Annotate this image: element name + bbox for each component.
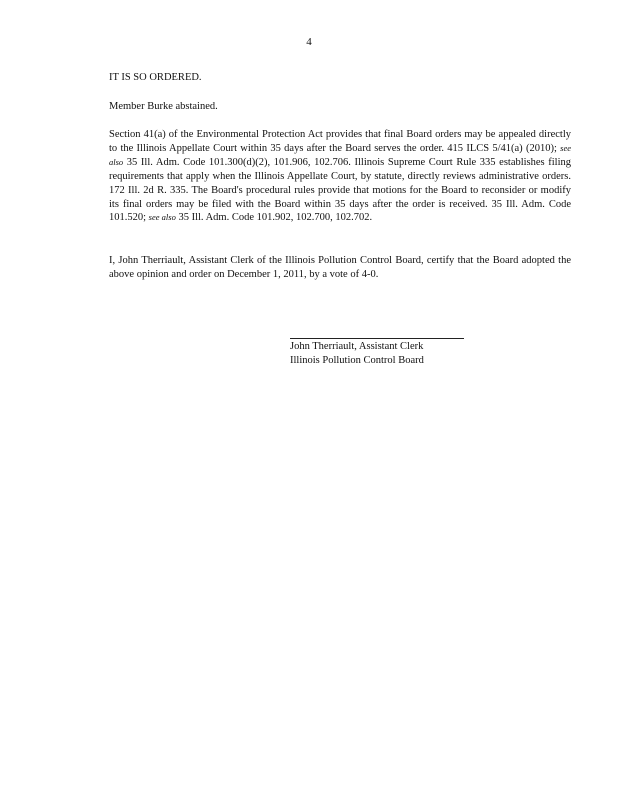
clerk-certification: I, John Therriault, Assistant Clerk of the Illinois Pollution Control Board, certify that the Board adopted the above opinion and order on December 1, 2011, by a vote of 4-0. [109,255,571,280]
signer-name-title: John Therriault, Assistant Clerk [290,341,424,352]
signature-line [290,338,464,339]
signer-organization: Illinois Pollution Control Board [290,355,424,366]
appeal-rights-paragraph [73,128,571,225]
order-statement: IT IS SO ORDERED. [109,72,202,83]
appeal-text-part1: Section 41(a) of the Environmental Protection Act provides that final Board orders may be appealed directly to the Illinois Appellate Court within 35 days after the Board serves the order. 415 ILCS 5/41(a) (2010); [109,129,571,154]
see-also-citation-1: see also [109,142,572,167]
appeal-text-part2: 35 Ill. Adm. Code 101.300(d)(2), 101.906, 102.706. Illinois Supreme Court Rule 335 establishes filing requirements that apply when the Illinois Appellate Court, by statute, directly reviews administrative orders. 172 Ill. 2d R. 335. The Board's procedural rules provide that motions for the Board to reconsider or modify its final orders may be filed with the Board within 35 days after the order is received. 35 Ill. Adm. Code 101.520; [109,156,572,224]
see-also-citation-2: see also [148,212,176,223]
appeal-text-part3: 35 Ill. Adm. Code 101.902, 102.700, 102.702. [178,212,373,224]
page-number: 4 [306,36,312,48]
abstention-note: Member Burke abstained. [109,101,218,112]
